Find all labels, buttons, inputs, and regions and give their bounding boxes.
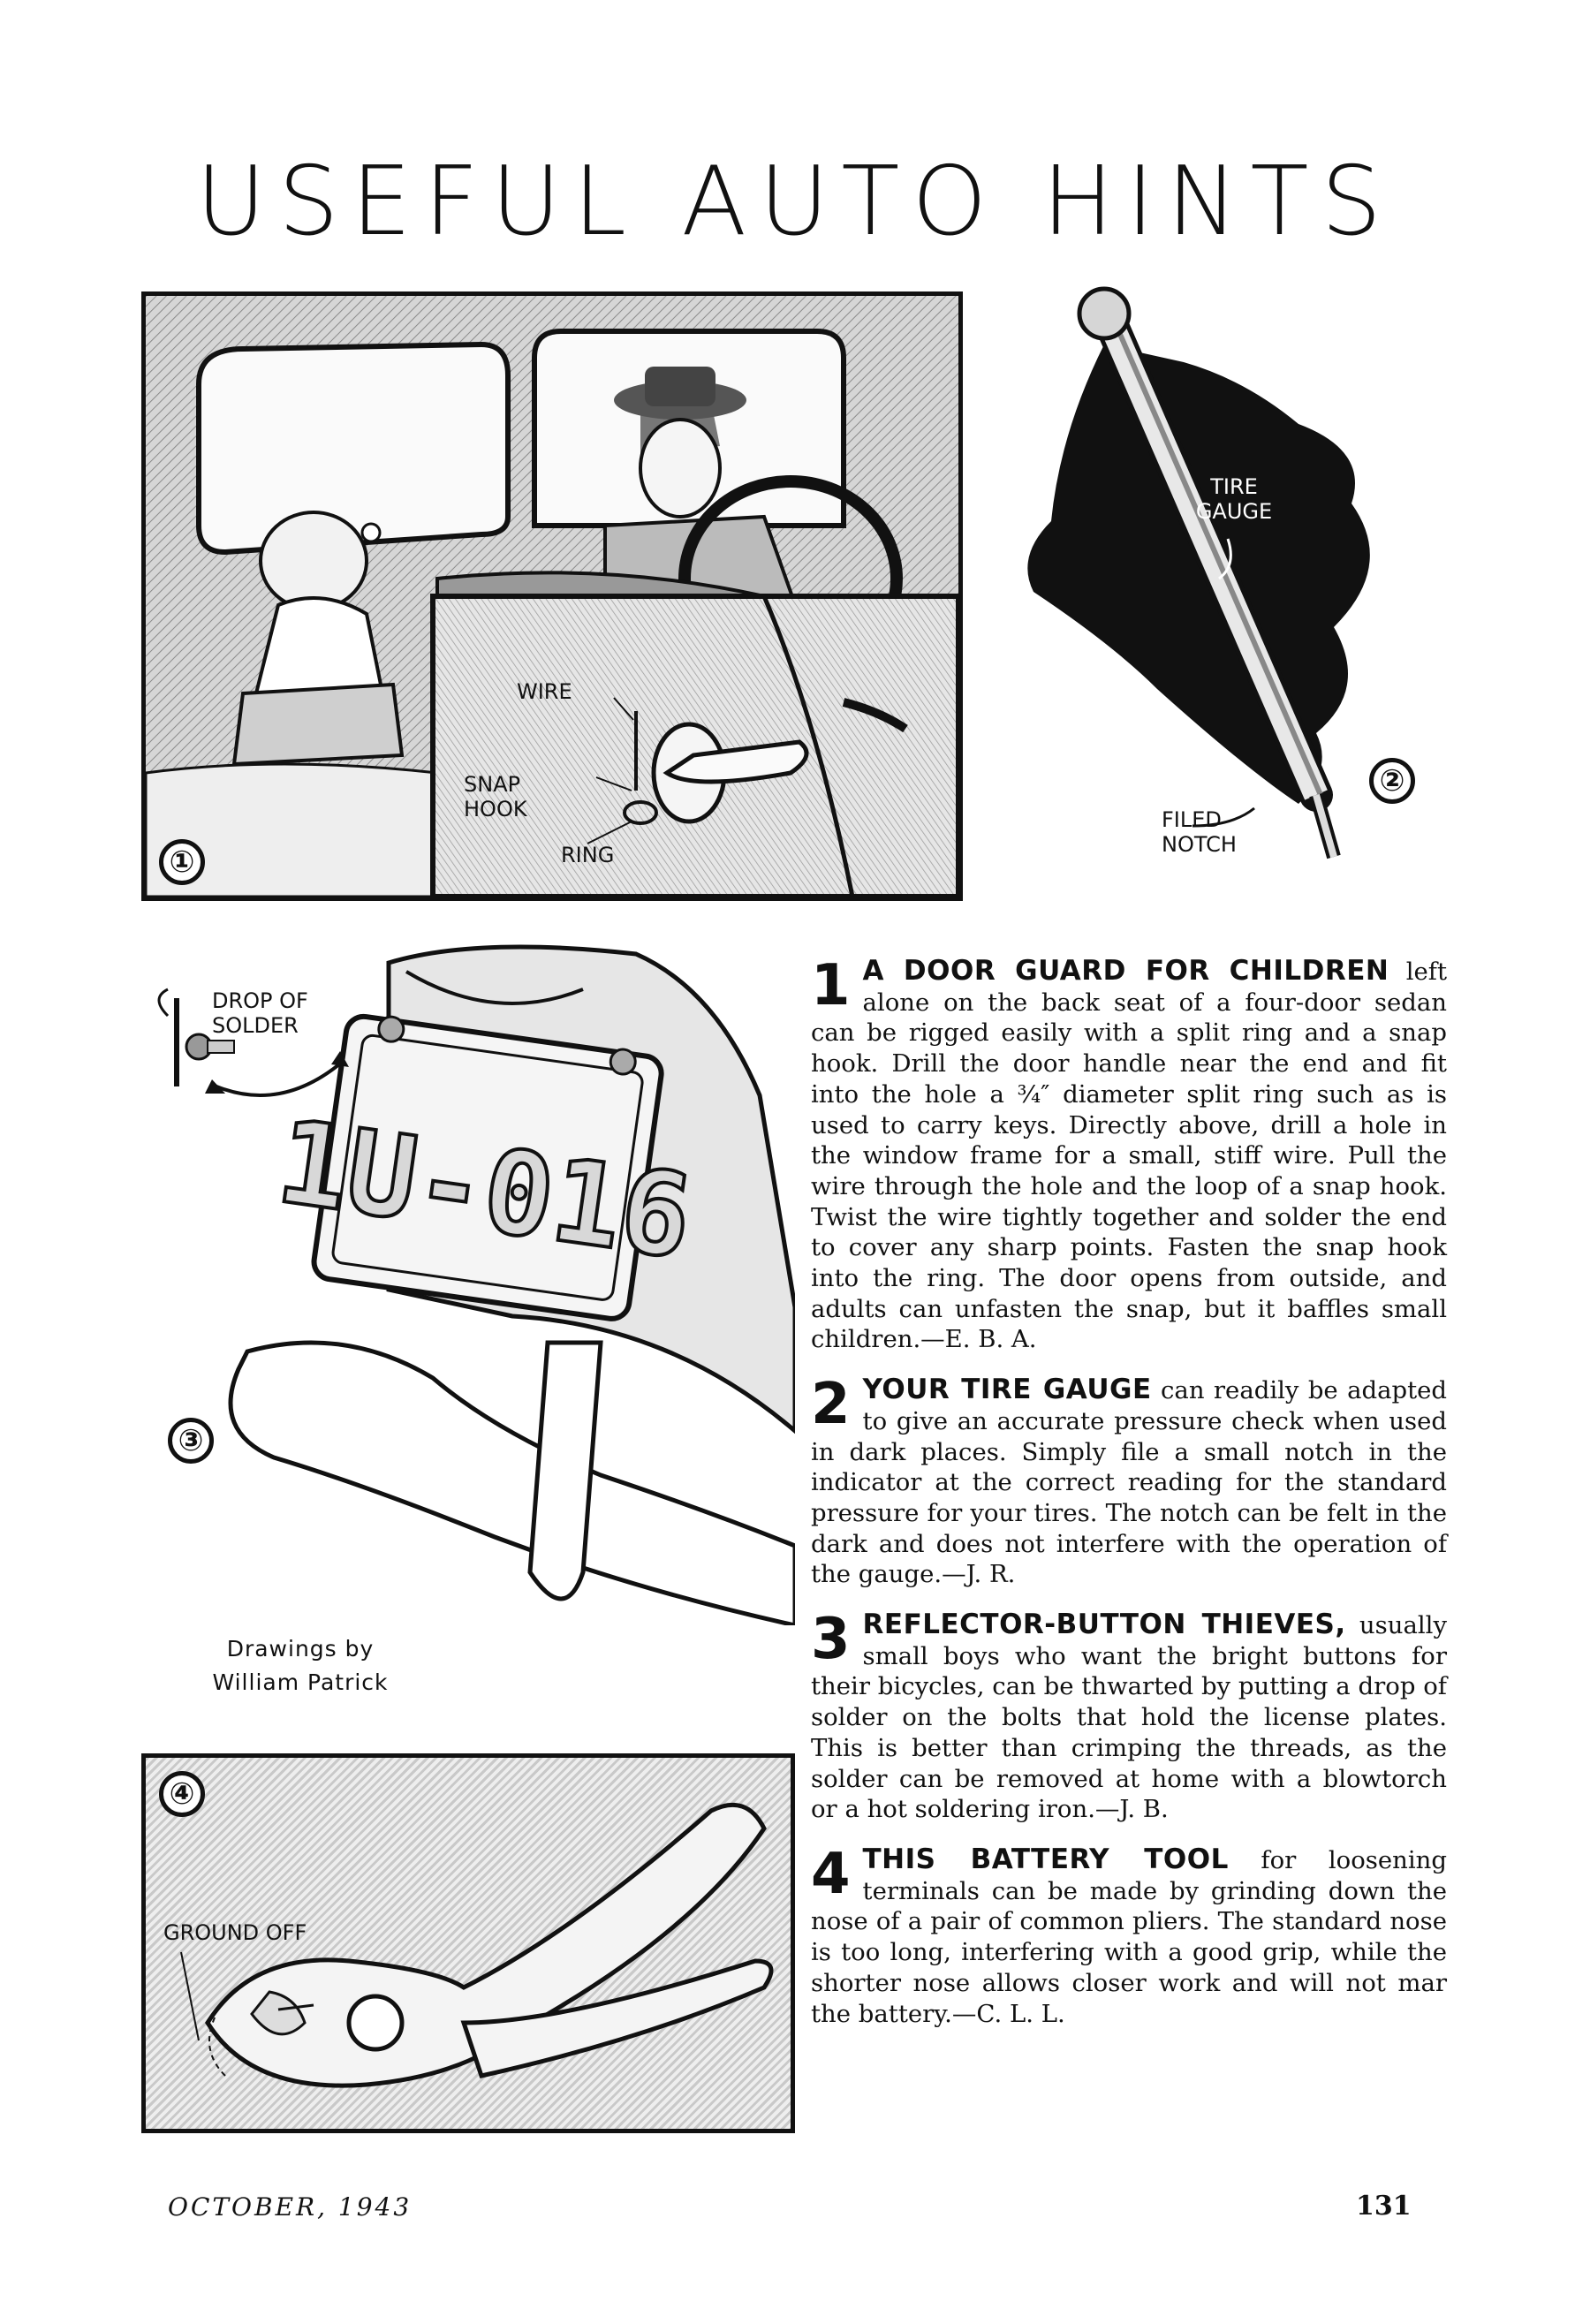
label-drop-of-solder-1: DROP OF: [212, 988, 308, 1013]
drawing-credit: [186, 1632, 415, 1699]
article-1-heading: A DOOR GUARD FOR CHILDREN: [862, 955, 1389, 987]
label-snap-hook-2: HOOK: [464, 797, 527, 821]
article-2: [811, 1374, 1447, 1590]
label-filed-notch-2: NOTCH: [1162, 832, 1237, 857]
figure-4-battery-tool: [141, 1753, 795, 2133]
article-3-body: usually small boys who want the bright buttons for their bicycles, can be thwarted by putting a drop of solder on the bolts that hold the license plates. This is better than crimping the threads, as the solder can be removed at home with a blowtorch or a hot soldering iron.—J. B.: [811, 1611, 1447, 1824]
footer-issue-date: OCTOBER, 1943: [168, 2192, 413, 2222]
article-2-body: can readily be adapted to give an accurate pressure check when used in dark places. Simply file a small notch in the indicator at the correct reading for the standard pressure for your tires. The notch can be felt in the dark and does not interfere with the operation of the gauge.—J. R.: [811, 1376, 1448, 1589]
article-2-heading: YOUR TIRE GAUGE: [862, 1374, 1152, 1406]
label-tire-gauge-1: TIRE: [1210, 474, 1258, 499]
label-snap-hook-1: SNAP: [464, 772, 521, 797]
label-filed-notch-1: FILED: [1162, 807, 1222, 832]
article-1-number: 1: [811, 953, 851, 1018]
figure-1-door-guard: [141, 291, 963, 901]
figure-3-number: ③: [168, 1418, 214, 1464]
article-4-heading: THIS BATTERY TOOL: [862, 1843, 1229, 1875]
label-tire-gauge-2: GAUGE: [1195, 499, 1273, 524]
label-wire: WIRE: [517, 679, 572, 704]
label-ring: RING: [561, 843, 615, 867]
figure-2-tire-gauge: [980, 274, 1440, 874]
label-ground-off: GROUND OFF: [163, 1920, 307, 1945]
car-interior-illustration: [146, 296, 958, 897]
article-3-heading: REFLECTOR-BUTTON THIEVES,: [862, 1609, 1346, 1641]
license-plate-illustration: [141, 936, 795, 1625]
article-1-body: left alone on the back seat of a four-door sedan can be rigged easily with a split ring and a snap hook. Drill the door handle near the end and fit into the hole a ¾″ diameter split ring such as is used to carry keys. Directly above, drill a hole in the window frame for a small, stiff wire. Pull the wire through the hole and the loop of a snap hook. Twist the wire tightly together and solder the end to cover any sharp points. Fasten the snap hook into the ring. The door opens from outside, and adults can unfasten the snap, but it baffles small children.—E. B. A.: [811, 958, 1447, 1354]
article-column: [811, 953, 1448, 2029]
figure-4-number: ④: [159, 1771, 205, 1817]
footer-page-number: 131: [1356, 2191, 1412, 2222]
credit-line-2: William Patrick: [212, 1669, 389, 1695]
article-4-body: for loosening terminals can be made by grinding down the nose of a pair of common pliers. The standard nose is too long, interfering with a good grip, while the shorter nose allows closer work and will not mar the battery.—C. L. L.: [811, 1845, 1447, 2028]
article-3: [811, 1609, 1447, 1825]
label-drop-of-solder-2: SOLDER: [212, 1013, 299, 1038]
credit-line-1: Drawings by: [226, 1636, 375, 1662]
article-4-number: 4: [811, 1841, 851, 1907]
page-title: USEFUL AUTO HINTS: [195, 147, 1395, 257]
figure-2-number: ②: [1369, 758, 1415, 804]
article-1: [811, 953, 1447, 1355]
figure-1-number: ①: [159, 839, 205, 885]
plate-text: 1U-016: [269, 1094, 700, 1285]
article-3-number: 3: [811, 1607, 851, 1673]
figure-3-license-plate: [141, 936, 795, 1625]
article-4: [811, 1841, 1447, 2029]
article-2-number: 2: [811, 1372, 851, 1438]
